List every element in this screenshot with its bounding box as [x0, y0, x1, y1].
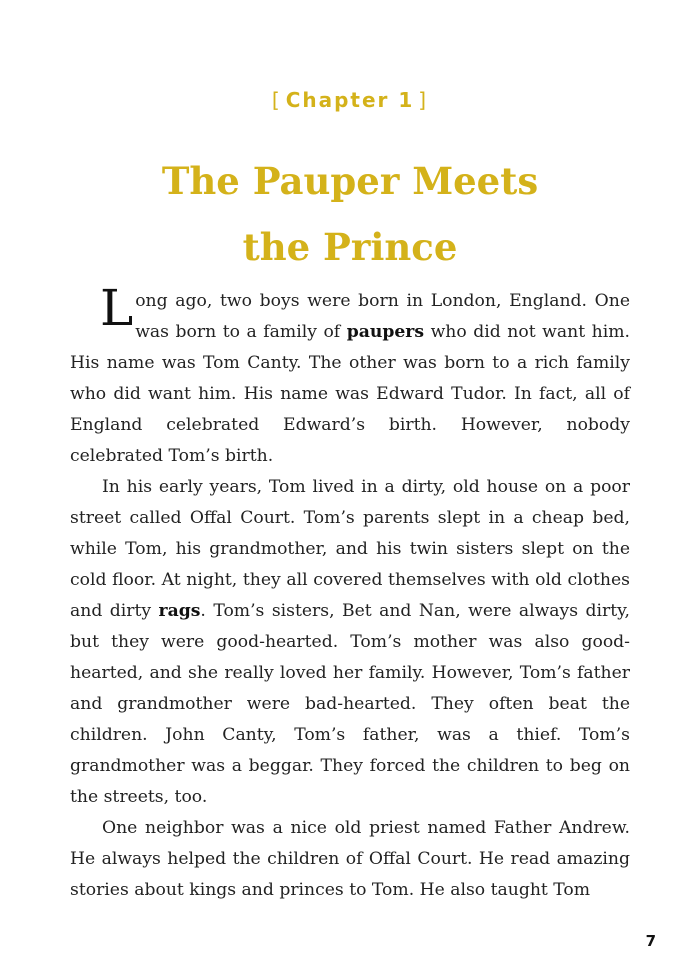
chapter-title-line-2: the Prince — [242, 225, 458, 269]
vocab-word-paupers: paupers — [346, 322, 425, 342]
paragraph-1-text-a: ong ago, two boys were born in London, England. One was born to a family of — [135, 291, 630, 342]
drop-cap: L — [100, 279, 134, 337]
paragraph-3 — [70, 813, 630, 906]
chapter-label-open-bracket: [ — [271, 88, 282, 112]
paragraph-1-text-b: who did not want him. His name was Tom Canty. The other was born to a rich family who did want him. His name was Edward Tudor. In fact, all of England celebrated Edward’s birth. However, nobody celebrated Tom’s birth. — [70, 322, 630, 466]
paragraph-2-text-b: . Tom’s sisters, Bet and Nan, were always dirty, but they were good-hearted. Tom’s mother was also good-hearted, and she really loved her family. However, Tom’s father and grandmother were bad-hearted. They often beat the children. John Canty, Tom’s father, was a thief. Tom’s grandmother was a beggar. They forced the children to beg on the streets, too. — [70, 601, 631, 807]
paragraph-2-text-a: In his early years, Tom lived in a dirty, old house on a poor street called Offal Court. Tom’s parents slept in a cheap bed, while Tom, his grandmother, and his twin sisters slept on the cold floor. At night, they all covered themselves with old clothes and dirty — [70, 477, 630, 621]
chapter-title-line-1: The Pauper Meets — [161, 159, 539, 203]
vocab-word-rags: rags — [158, 601, 201, 621]
paragraph-2 — [70, 472, 630, 813]
chapter-label-close-bracket: ] — [418, 88, 429, 112]
paragraph-1 — [70, 279, 630, 472]
chapter-title — [0, 148, 700, 280]
chapter-label-text: Chapter 1 — [285, 88, 415, 112]
paragraph-3-text: One neighbor was a nice old priest named Father Andrew. He always helped the children of Offal Court. He read amazing stories about kings and princes to Tom. He also taught Tom — [70, 818, 630, 900]
chapter-body — [70, 279, 631, 906]
chapter-label — [0, 88, 700, 112]
page-number: 7 — [645, 932, 656, 950]
